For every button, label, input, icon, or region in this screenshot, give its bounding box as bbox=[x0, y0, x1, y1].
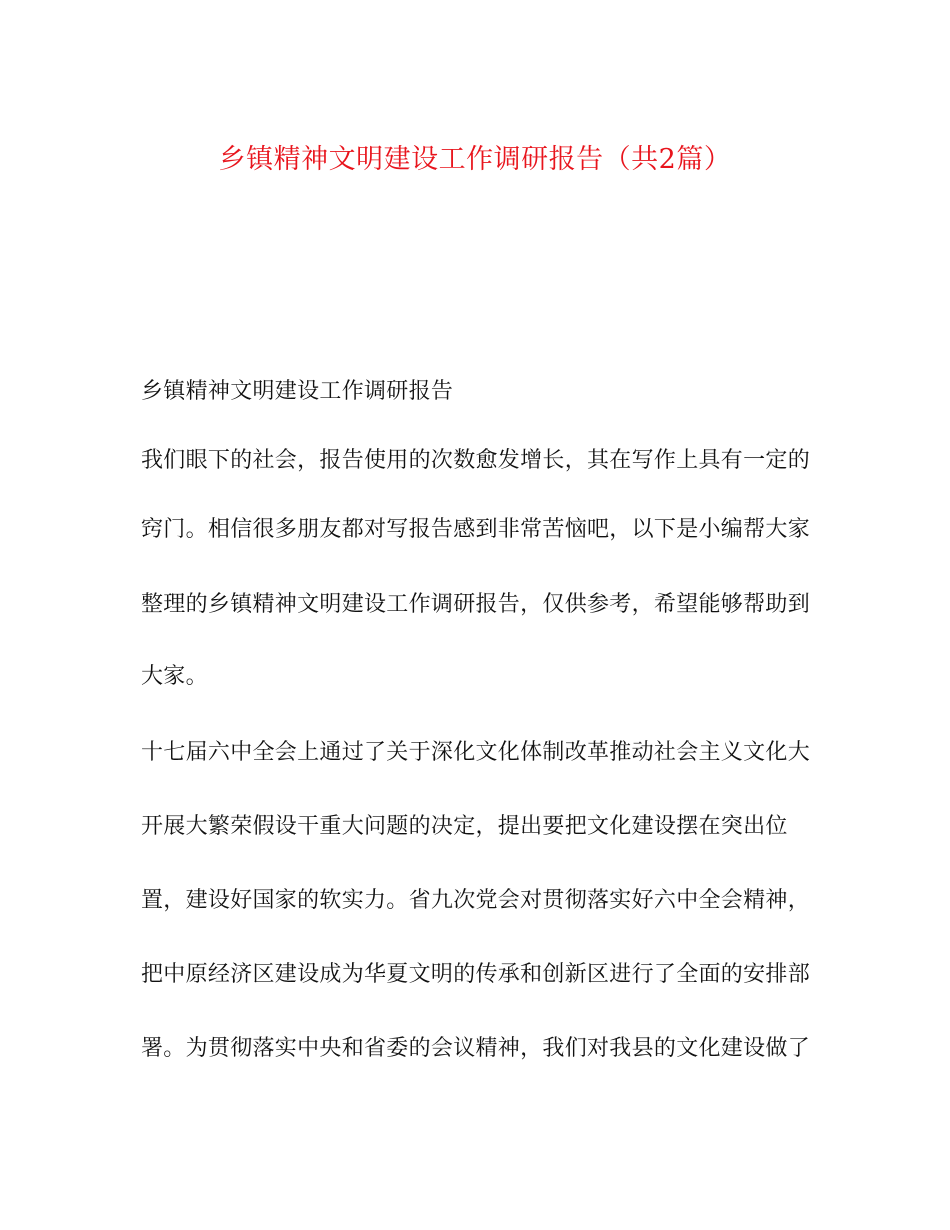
body-line: 大家。 bbox=[141, 664, 208, 689]
subheading: 乡镇精神文明建设工作调研报告 bbox=[141, 379, 454, 404]
body-line: 我们眼下的社会，报告使用的次数愈发增长，其在写作上具有一定的 bbox=[141, 448, 811, 473]
document-title: 乡镇精神文明建设工作调研报告（共2篇） bbox=[218, 144, 732, 175]
body-line: 把中原经济区建设成为华夏文明的传承和创新区进行了全面的安排部 bbox=[141, 962, 811, 987]
body-line: 十七届六中全会上通过了关于深化文化体制改革推动社会主义文化大 bbox=[141, 740, 811, 765]
body-line: 开展大繁荣假设干重大问题的决定，提出要把文化建设摆在突出位 bbox=[141, 814, 788, 839]
body-line: 置，建设好国家的软实力。省九次党会对贯彻落实好六中全会精神， bbox=[141, 888, 811, 913]
body-line: 署。为贯彻落实中央和省委的会议精神，我们对我县的文化建设做了 bbox=[141, 1036, 811, 1061]
body-line: 窍门。相信很多朋友都对写报告感到非常苦恼吧，以下是小编帮大家 bbox=[141, 517, 811, 542]
body-line: 整理的乡镇精神文明建设工作调研报告，仅供参考，希望能够帮助到 bbox=[141, 592, 811, 617]
